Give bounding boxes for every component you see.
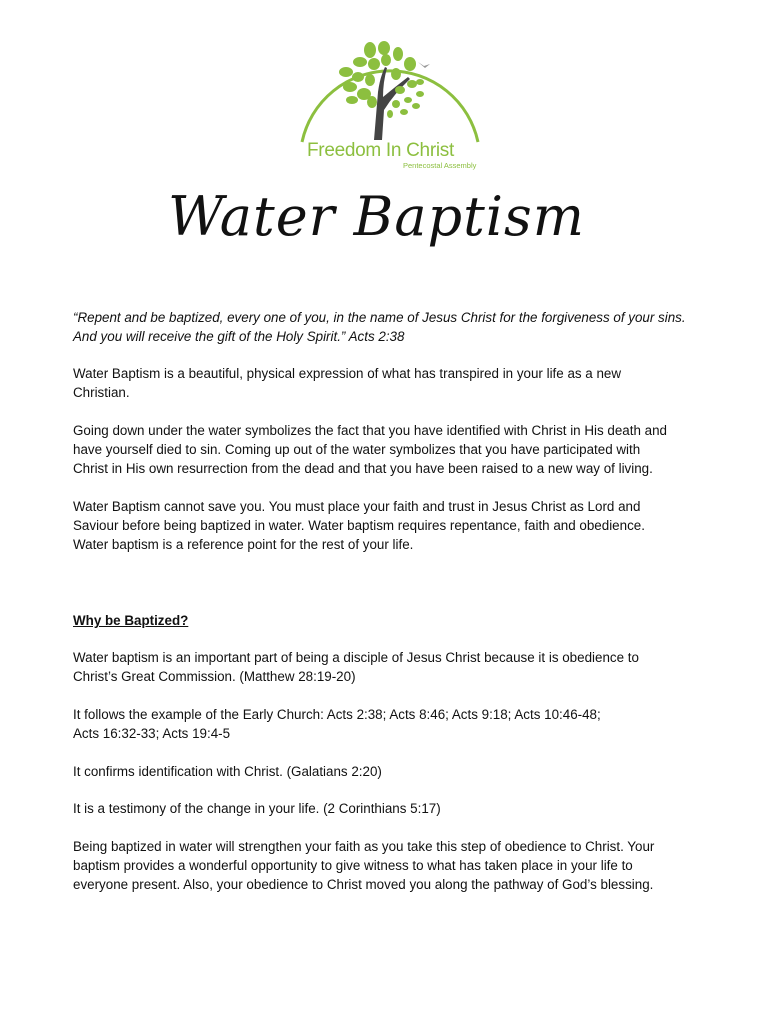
- section-heading: [73, 611, 188, 630]
- text-line: Saviour before being baptized in water. Water baptism requires repentance, faith and obedience.: [73, 518, 645, 533]
- scripture-quote: [73, 308, 686, 346]
- text-line: Water Baptism cannot save you. You must place your faith and trust in Jesus Christ as Lord and: [73, 499, 641, 514]
- paragraph: [73, 837, 654, 894]
- text-line: Water baptism is an important part of being a disciple of Jesus Christ because it is obedience to: [73, 650, 639, 665]
- paragraph: [73, 648, 639, 686]
- text-line: Going down under the water symbolizes the fact that you have identified with Christ in His death and: [73, 423, 667, 438]
- text-line: Christ in His own resurrection from the dead and that you have been raised to a new way of living.: [73, 461, 653, 476]
- paragraph: [73, 762, 382, 781]
- paragraph: [73, 497, 645, 554]
- text-line: Acts 16:32-33; Acts 19:4-5: [73, 726, 231, 741]
- text-line: Water baptism is a reference point for the rest of your life.: [73, 537, 414, 552]
- org-subtitle: Pentecostal Assembly: [403, 161, 477, 170]
- paragraph: [73, 799, 441, 818]
- text-line: Christ’s Great Commission. (Matthew 28:19-20): [73, 669, 356, 684]
- text-line: Christian.: [73, 385, 130, 400]
- text-line: It follows the example of the Early Church: Acts 2:38; Acts 8:46; Acts 9:18; Acts 10:46-48;: [73, 707, 601, 722]
- text-line: Why be Baptized?: [73, 613, 189, 628]
- text-line: And you will receive the gift of the Holy Spirit.” Acts 2:38: [73, 329, 405, 344]
- paragraph: [73, 421, 667, 478]
- text-line: have yourself died to sin. Coming up out of the water symbolizes that you have participated with: [73, 442, 641, 457]
- paragraph: [73, 364, 621, 402]
- text-line: It confirms identification with Christ. (Galatians 2:20): [73, 764, 382, 779]
- page-title: Water Baptism: [168, 185, 585, 248]
- text-line: everyone present. Also, your obedience to Christ moved you along the pathway of God’s blessing.: [73, 877, 654, 892]
- text-line: It is a testimony of the change in your life. (2 Corinthians 5:17): [73, 801, 441, 816]
- paragraph: [73, 705, 601, 743]
- text-line: Water Baptism is a beautiful, physical expression of what has transpired in your life as a new: [73, 366, 622, 381]
- org-name: Freedom In Christ: [307, 140, 454, 161]
- text-line: baptism provides a wonderful opportunity to give witness to what has taken place in your life to: [73, 858, 633, 873]
- text-line: “Repent and be baptized, every one of you, in the name of Jesus Christ for the forgiveness of your sins.: [73, 310, 686, 325]
- text-line: Being baptized in water will strengthen your faith as you take this step of obedience to Christ. Your: [73, 839, 655, 854]
